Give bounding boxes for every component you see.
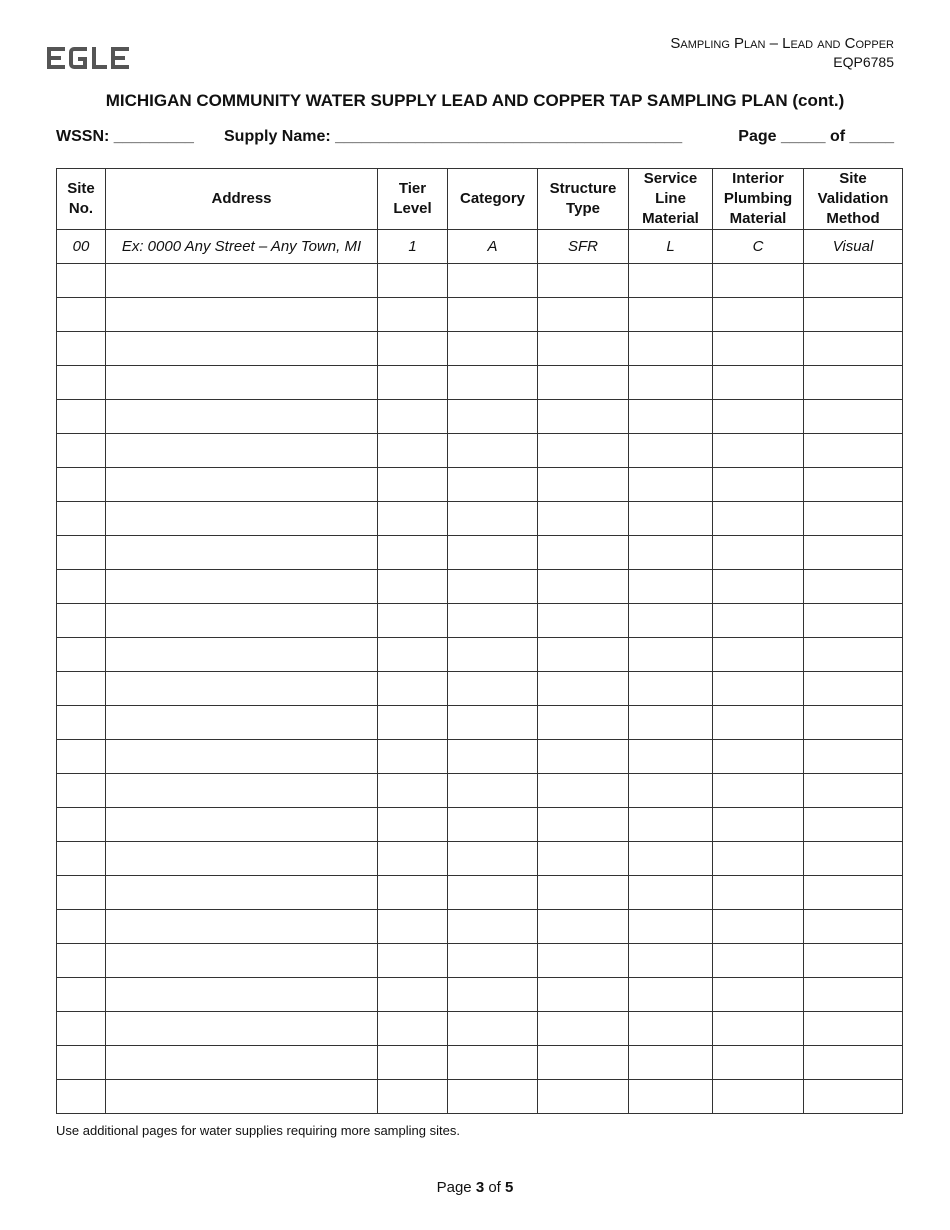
of-blank[interactable]: _____ bbox=[849, 128, 894, 145]
table-cell[interactable] bbox=[378, 706, 448, 740]
table-row bbox=[57, 604, 903, 638]
table-cell[interactable] bbox=[713, 774, 804, 808]
table-cell[interactable] bbox=[57, 1080, 106, 1114]
table-cell[interactable] bbox=[448, 740, 538, 774]
table-cell[interactable] bbox=[629, 1080, 713, 1114]
table-cell[interactable] bbox=[378, 672, 448, 706]
table-cell[interactable] bbox=[538, 536, 629, 570]
table-cell[interactable] bbox=[804, 740, 903, 774]
table-cell[interactable] bbox=[106, 808, 378, 842]
table-cell[interactable] bbox=[804, 944, 903, 978]
table-cell[interactable] bbox=[538, 298, 629, 332]
table-cell[interactable] bbox=[378, 944, 448, 978]
table-cell[interactable] bbox=[538, 366, 629, 400]
table-cell[interactable] bbox=[629, 264, 713, 298]
wssn-field[interactable] bbox=[56, 128, 194, 146]
table-cell[interactable] bbox=[538, 706, 629, 740]
table-cell[interactable] bbox=[57, 1046, 106, 1080]
table-cell[interactable] bbox=[629, 366, 713, 400]
table-row bbox=[57, 468, 903, 502]
table-cell[interactable] bbox=[804, 706, 903, 740]
table-cell[interactable] bbox=[378, 910, 448, 944]
table-cell[interactable] bbox=[713, 706, 804, 740]
table-cell[interactable] bbox=[106, 842, 378, 876]
wssn-blank[interactable]: _________ bbox=[113, 128, 194, 145]
table-cell[interactable] bbox=[629, 1012, 713, 1046]
table-cell[interactable] bbox=[538, 910, 629, 944]
table-cell[interactable] bbox=[629, 604, 713, 638]
table-cell[interactable] bbox=[448, 978, 538, 1012]
table-cell[interactable] bbox=[106, 502, 378, 536]
table-cell[interactable] bbox=[804, 1046, 903, 1080]
document-header bbox=[670, 34, 894, 72]
table-cell[interactable] bbox=[538, 400, 629, 434]
table-cell[interactable] bbox=[106, 978, 378, 1012]
table-cell[interactable] bbox=[629, 570, 713, 604]
table-cell[interactable] bbox=[629, 468, 713, 502]
table-cell[interactable] bbox=[378, 740, 448, 774]
doc-title: Sampling Plan – Lead and Copper bbox=[670, 35, 894, 52]
table-cell[interactable] bbox=[804, 876, 903, 910]
table-cell[interactable] bbox=[713, 910, 804, 944]
table-cell[interactable] bbox=[57, 910, 106, 944]
table-cell[interactable] bbox=[538, 978, 629, 1012]
table-row bbox=[57, 1046, 903, 1080]
table-row bbox=[57, 264, 903, 298]
table-cell[interactable] bbox=[57, 434, 106, 468]
footer-page-total: 5 bbox=[505, 1179, 514, 1196]
table-cell[interactable] bbox=[713, 400, 804, 434]
example-validation-method: Visual bbox=[804, 230, 903, 264]
col-interior-plumbing-material: Interior Plumbing Material bbox=[713, 169, 804, 230]
table-cell[interactable] bbox=[378, 808, 448, 842]
table-cell[interactable] bbox=[713, 978, 804, 1012]
table-cell[interactable] bbox=[713, 264, 804, 298]
table-cell[interactable] bbox=[629, 808, 713, 842]
col-site-validation-method: Site Validation Method bbox=[804, 169, 903, 230]
table-cell[interactable] bbox=[57, 502, 106, 536]
doc-code: EQP6785 bbox=[833, 54, 894, 70]
table-row bbox=[57, 876, 903, 910]
table-cell[interactable] bbox=[57, 1012, 106, 1046]
table-cell[interactable] bbox=[629, 774, 713, 808]
table-cell[interactable] bbox=[57, 366, 106, 400]
table-cell[interactable] bbox=[538, 604, 629, 638]
table-cell[interactable] bbox=[713, 808, 804, 842]
table-cell[interactable] bbox=[629, 910, 713, 944]
table-cell[interactable] bbox=[538, 740, 629, 774]
table-cell[interactable] bbox=[538, 808, 629, 842]
table-cell[interactable] bbox=[106, 298, 378, 332]
table-cell[interactable] bbox=[713, 434, 804, 468]
table-cell[interactable] bbox=[57, 774, 106, 808]
table-cell[interactable] bbox=[448, 910, 538, 944]
table-cell[interactable] bbox=[448, 264, 538, 298]
table-cell[interactable] bbox=[448, 332, 538, 366]
example-category: A bbox=[448, 230, 538, 264]
table-cell[interactable] bbox=[804, 1012, 903, 1046]
table-cell[interactable] bbox=[448, 298, 538, 332]
table-cell[interactable] bbox=[713, 570, 804, 604]
table-row bbox=[57, 638, 903, 672]
table-cell[interactable] bbox=[106, 604, 378, 638]
table-row bbox=[57, 1080, 903, 1114]
table-cell[interactable] bbox=[804, 298, 903, 332]
col-address: Address bbox=[106, 169, 378, 230]
example-address: Ex: 0000 Any Street – Any Town, MI bbox=[106, 230, 378, 264]
table-cell[interactable] bbox=[57, 740, 106, 774]
table-cell[interactable] bbox=[378, 468, 448, 502]
of-label: of bbox=[829, 128, 846, 145]
table-cell[interactable] bbox=[538, 468, 629, 502]
table-cell[interactable] bbox=[804, 1080, 903, 1114]
table-cell[interactable] bbox=[448, 468, 538, 502]
table-cell[interactable] bbox=[106, 536, 378, 570]
table-cell[interactable] bbox=[538, 332, 629, 366]
wssn-label: WSSN: bbox=[56, 128, 110, 145]
table-row bbox=[57, 808, 903, 842]
table-cell[interactable] bbox=[448, 400, 538, 434]
table-cell[interactable] bbox=[629, 944, 713, 978]
table-cell[interactable] bbox=[57, 298, 106, 332]
table-cell[interactable] bbox=[106, 400, 378, 434]
example-interior-plumbing: C bbox=[713, 230, 804, 264]
table-body bbox=[57, 230, 903, 1114]
table-cell[interactable] bbox=[804, 842, 903, 876]
table-cell[interactable] bbox=[378, 842, 448, 876]
table-cell[interactable] bbox=[804, 536, 903, 570]
table-cell[interactable] bbox=[448, 570, 538, 604]
table-cell[interactable] bbox=[448, 876, 538, 910]
footer-of-label: of bbox=[488, 1179, 501, 1196]
table-cell[interactable] bbox=[57, 264, 106, 298]
page-footer bbox=[0, 1179, 950, 1196]
table-cell[interactable] bbox=[804, 808, 903, 842]
table-cell[interactable] bbox=[804, 604, 903, 638]
table-cell[interactable] bbox=[57, 468, 106, 502]
table-cell[interactable] bbox=[106, 706, 378, 740]
table-cell[interactable] bbox=[106, 740, 378, 774]
table-cell[interactable] bbox=[106, 434, 378, 468]
table-cell[interactable] bbox=[106, 332, 378, 366]
supply-name-field[interactable] bbox=[224, 128, 682, 146]
table-cell[interactable] bbox=[106, 366, 378, 400]
table-cell[interactable] bbox=[378, 332, 448, 366]
table-row bbox=[57, 944, 903, 978]
table-cell[interactable] bbox=[378, 1012, 448, 1046]
table-cell[interactable] bbox=[57, 876, 106, 910]
table-row bbox=[57, 400, 903, 434]
table-cell[interactable] bbox=[804, 910, 903, 944]
table-cell[interactable] bbox=[448, 1012, 538, 1046]
table-cell[interactable] bbox=[538, 876, 629, 910]
example-site-no: 00 bbox=[57, 230, 106, 264]
table-cell[interactable] bbox=[378, 570, 448, 604]
table-cell[interactable] bbox=[448, 366, 538, 400]
table-cell[interactable] bbox=[378, 264, 448, 298]
table-row bbox=[57, 502, 903, 536]
table-cell[interactable] bbox=[804, 672, 903, 706]
table-cell[interactable] bbox=[106, 910, 378, 944]
table-cell[interactable] bbox=[629, 434, 713, 468]
table-cell[interactable] bbox=[448, 672, 538, 706]
col-structure-type: Structure Type bbox=[538, 169, 629, 230]
table-cell[interactable] bbox=[629, 842, 713, 876]
table-cell[interactable] bbox=[106, 1046, 378, 1080]
table-cell[interactable] bbox=[57, 604, 106, 638]
table-cell[interactable] bbox=[713, 604, 804, 638]
table-cell[interactable] bbox=[106, 570, 378, 604]
table-cell[interactable] bbox=[448, 434, 538, 468]
footer-page-label: Page bbox=[436, 1179, 472, 1196]
table-cell[interactable] bbox=[629, 536, 713, 570]
table-cell[interactable] bbox=[629, 706, 713, 740]
table-cell[interactable] bbox=[448, 842, 538, 876]
table-row bbox=[57, 910, 903, 944]
table-cell[interactable] bbox=[448, 808, 538, 842]
footer-page-current: 3 bbox=[475, 1179, 485, 1196]
table-cell[interactable] bbox=[57, 842, 106, 876]
table-cell[interactable] bbox=[538, 1046, 629, 1080]
main-title: MICHIGAN COMMUNITY WATER SUPPLY LEAD AND COPPER TAP SAMPLING PLAN (cont.) bbox=[105, 91, 845, 110]
table-cell[interactable] bbox=[713, 842, 804, 876]
table-header-row bbox=[57, 169, 903, 230]
table-cell[interactable] bbox=[804, 366, 903, 400]
table-row bbox=[57, 672, 903, 706]
table-cell[interactable] bbox=[448, 1046, 538, 1080]
table-cell[interactable] bbox=[378, 434, 448, 468]
table-cell[interactable] bbox=[538, 842, 629, 876]
page-label: Page bbox=[738, 128, 777, 145]
table-cell[interactable] bbox=[804, 502, 903, 536]
supply-name-label: Supply Name: bbox=[224, 128, 331, 145]
col-category: Category bbox=[448, 169, 538, 230]
example-service-line: L bbox=[629, 230, 713, 264]
table-row bbox=[57, 434, 903, 468]
table-cell[interactable] bbox=[378, 400, 448, 434]
table-cell[interactable] bbox=[538, 672, 629, 706]
table-cell[interactable] bbox=[57, 400, 106, 434]
table-cell[interactable] bbox=[378, 536, 448, 570]
table-cell[interactable] bbox=[713, 672, 804, 706]
table-cell[interactable] bbox=[629, 298, 713, 332]
table-cell[interactable] bbox=[378, 502, 448, 536]
footnote: Use additional pages for water supplies requiring more sampling sites. bbox=[56, 1123, 460, 1138]
table-cell[interactable] bbox=[713, 536, 804, 570]
table-cell[interactable] bbox=[378, 876, 448, 910]
table-cell[interactable] bbox=[106, 774, 378, 808]
table-row bbox=[57, 536, 903, 570]
table-cell[interactable] bbox=[448, 706, 538, 740]
table-cell[interactable] bbox=[106, 638, 378, 672]
table-cell[interactable] bbox=[538, 502, 629, 536]
table-cell[interactable] bbox=[57, 638, 106, 672]
table-cell[interactable] bbox=[804, 332, 903, 366]
table-cell[interactable] bbox=[629, 978, 713, 1012]
table-cell[interactable] bbox=[713, 366, 804, 400]
table-cell[interactable] bbox=[713, 1012, 804, 1046]
table-cell[interactable] bbox=[713, 638, 804, 672]
example-structure-type: SFR bbox=[538, 230, 629, 264]
table-cell[interactable] bbox=[106, 672, 378, 706]
table-cell[interactable] bbox=[57, 706, 106, 740]
table-cell[interactable] bbox=[538, 570, 629, 604]
page-blank[interactable]: _____ bbox=[780, 128, 826, 145]
table-row bbox=[57, 1012, 903, 1046]
table-cell[interactable] bbox=[448, 944, 538, 978]
table-cell[interactable] bbox=[804, 774, 903, 808]
table-row bbox=[57, 298, 903, 332]
table-cell[interactable] bbox=[448, 638, 538, 672]
table-cell[interactable] bbox=[448, 604, 538, 638]
table-cell[interactable] bbox=[804, 978, 903, 1012]
table-cell[interactable] bbox=[538, 264, 629, 298]
table-cell[interactable] bbox=[713, 740, 804, 774]
table-cell[interactable] bbox=[106, 1080, 378, 1114]
col-site-no: Site No. bbox=[57, 169, 106, 230]
table-cell[interactable] bbox=[629, 1046, 713, 1080]
table-cell[interactable] bbox=[713, 944, 804, 978]
table-cell[interactable] bbox=[629, 740, 713, 774]
table-cell[interactable] bbox=[378, 604, 448, 638]
table-row bbox=[57, 842, 903, 876]
table-row bbox=[57, 366, 903, 400]
table-cell[interactable] bbox=[106, 468, 378, 502]
table-cell[interactable] bbox=[106, 876, 378, 910]
table-cell[interactable] bbox=[629, 502, 713, 536]
table-cell[interactable] bbox=[538, 434, 629, 468]
table-cell[interactable] bbox=[713, 1046, 804, 1080]
table-cell[interactable] bbox=[448, 502, 538, 536]
table-cell[interactable] bbox=[629, 638, 713, 672]
table-cell[interactable] bbox=[713, 298, 804, 332]
page-field[interactable] bbox=[738, 128, 894, 146]
table-cell[interactable] bbox=[804, 570, 903, 604]
col-tier-level: Tier Level bbox=[378, 169, 448, 230]
table-cell[interactable] bbox=[538, 944, 629, 978]
table-cell[interactable] bbox=[629, 672, 713, 706]
table-cell[interactable] bbox=[804, 400, 903, 434]
table-cell[interactable] bbox=[57, 978, 106, 1012]
table-cell[interactable] bbox=[804, 264, 903, 298]
table-cell[interactable] bbox=[57, 536, 106, 570]
table-cell[interactable] bbox=[713, 332, 804, 366]
table-cell[interactable] bbox=[57, 944, 106, 978]
example-row bbox=[57, 230, 903, 264]
table-row bbox=[57, 706, 903, 740]
col-service-line-material: Service Line Material bbox=[629, 169, 713, 230]
table-cell[interactable] bbox=[57, 808, 106, 842]
table-row bbox=[57, 570, 903, 604]
table-cell[interactable] bbox=[448, 774, 538, 808]
table-cell[interactable] bbox=[713, 468, 804, 502]
table-row bbox=[57, 740, 903, 774]
table-cell[interactable] bbox=[713, 876, 804, 910]
table-cell[interactable] bbox=[106, 264, 378, 298]
table-cell[interactable] bbox=[538, 638, 629, 672]
table-cell[interactable] bbox=[713, 502, 804, 536]
table-cell[interactable] bbox=[629, 876, 713, 910]
table-cell[interactable] bbox=[106, 944, 378, 978]
table-row bbox=[57, 332, 903, 366]
table-cell[interactable] bbox=[57, 570, 106, 604]
table-cell[interactable] bbox=[538, 774, 629, 808]
table-cell[interactable] bbox=[378, 978, 448, 1012]
table-cell[interactable] bbox=[538, 1080, 629, 1114]
table-cell[interactable] bbox=[106, 1012, 378, 1046]
egle-logo bbox=[47, 45, 129, 71]
supply-name-blank[interactable]: _______________________________________ bbox=[335, 128, 683, 145]
table-cell[interactable] bbox=[378, 774, 448, 808]
table-cell[interactable] bbox=[448, 1080, 538, 1114]
table-cell[interactable] bbox=[629, 332, 713, 366]
table-cell[interactable] bbox=[378, 366, 448, 400]
table-row bbox=[57, 774, 903, 808]
table-cell[interactable] bbox=[804, 468, 903, 502]
table-cell[interactable] bbox=[538, 1012, 629, 1046]
table-cell[interactable] bbox=[378, 1080, 448, 1114]
table-cell[interactable] bbox=[378, 298, 448, 332]
table-cell[interactable] bbox=[57, 332, 106, 366]
table-cell[interactable] bbox=[448, 536, 538, 570]
table-cell[interactable] bbox=[713, 1080, 804, 1114]
table-cell[interactable] bbox=[629, 400, 713, 434]
sampling-plan-table bbox=[56, 168, 903, 1114]
table-cell[interactable] bbox=[378, 1046, 448, 1080]
table-row bbox=[57, 978, 903, 1012]
table-cell[interactable] bbox=[378, 638, 448, 672]
table-cell[interactable] bbox=[804, 638, 903, 672]
table-cell[interactable] bbox=[57, 672, 106, 706]
example-tier-level: 1 bbox=[378, 230, 448, 264]
table-cell[interactable] bbox=[804, 434, 903, 468]
